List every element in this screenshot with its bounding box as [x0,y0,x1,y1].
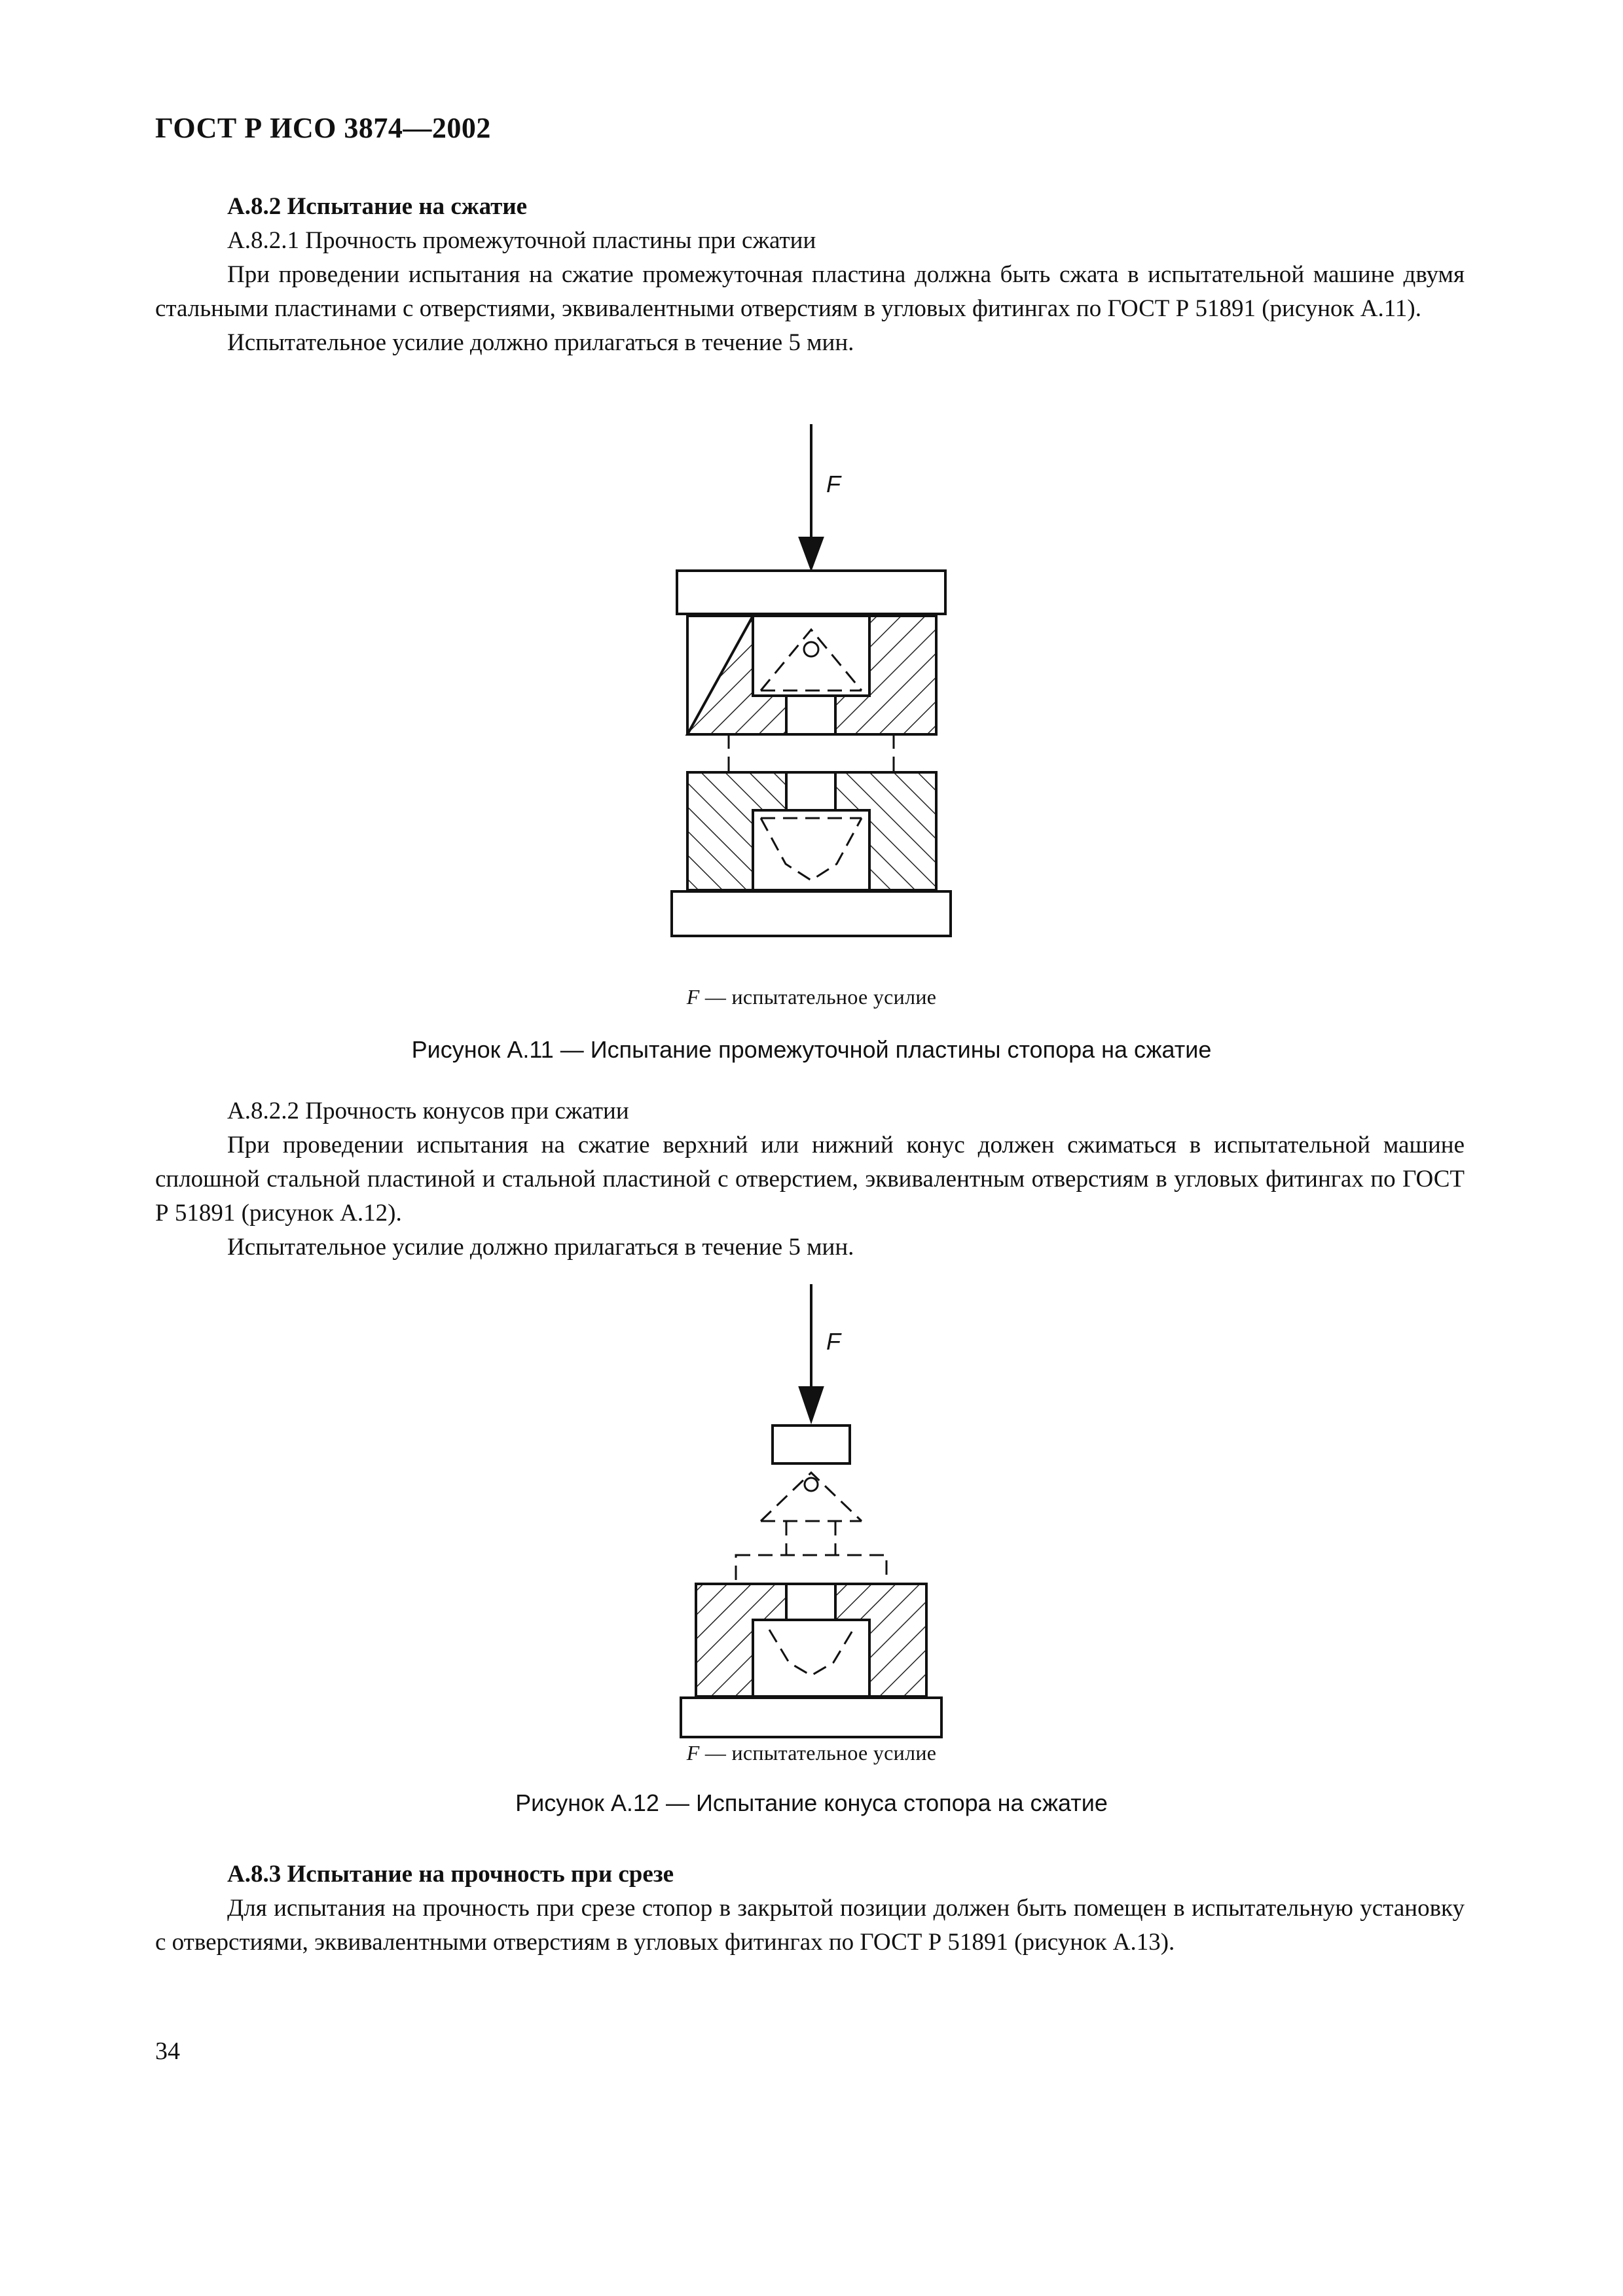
figure-caption: Рисунок А.12 — Испытание конуса стопора на сжатие [515,1789,1108,1816]
force-label: F [826,1328,841,1355]
legend-text: — испытательное усилие [699,1741,937,1765]
cone-hole [805,1478,818,1491]
page-number: 34 [155,2037,180,2065]
legend-text: — испытательное усилие [699,985,937,1009]
paragraph: Испытательное усилие должно прилагаться в течение 5 мин. [227,1234,854,1261]
document-header: ГОСТ Р ИСО 3874—2002 [155,112,491,144]
paragraph: Для испытания на прочность при срезе стопор в закрытой позиции должен быть помещен в испытательную установку с отверстиями, эквивалентными отверстиям в угловых фитингах по ГОСТ Р 51891 (рисунок А.13). [155,1895,1465,1956]
paragraph: При проведении испытания на сжатие промежуточная пластина должна быть сжата в испытательной машине двумя стальными пластинами с отверстиями, эквивалентными отверстиям в угловых фитингах по ГОСТ Р 51891 (рисунок А.11). [155,261,1465,322]
paragraph: При проведении испытания на сжатие верхний или нижний конус должен сжиматься в испытательной машине сплошной стальной пластиной и стальной пластиной с отверстием, эквивалентным отверстиям в угловых фитингах по ГОСТ Р 51891 (рисунок А.12). [155,1132,1465,1227]
section-a83 [155,1857,1465,1960]
subsection-title: А.8.2.1 Прочность промежуточной пластины при сжатии [227,227,816,254]
section-heading: А.8.2 Испытание на сжатие [227,193,528,220]
section-heading: А.8.3 Испытание на прочность при срезе [227,1861,674,1888]
subsection-title: А.8.2.2 Прочность конусов при сжатии [227,1098,629,1124]
force-arrow-head [800,1388,822,1420]
bottom-press-plate [681,1698,941,1737]
solid-press-plate [773,1426,850,1463]
force-label: F [826,471,841,497]
legend-symbol: F [686,1741,700,1765]
cone [736,1473,886,1584]
figure-legend [0,1741,1623,1765]
paragraph: Испытательное усилие должно прилагаться в течение 5 мин. [227,329,854,356]
figure-caption: Рисунок А.11 — Испытание промежуточной пластины стопора на сжатие [411,1036,1212,1063]
legend-symbol: F [686,985,700,1009]
